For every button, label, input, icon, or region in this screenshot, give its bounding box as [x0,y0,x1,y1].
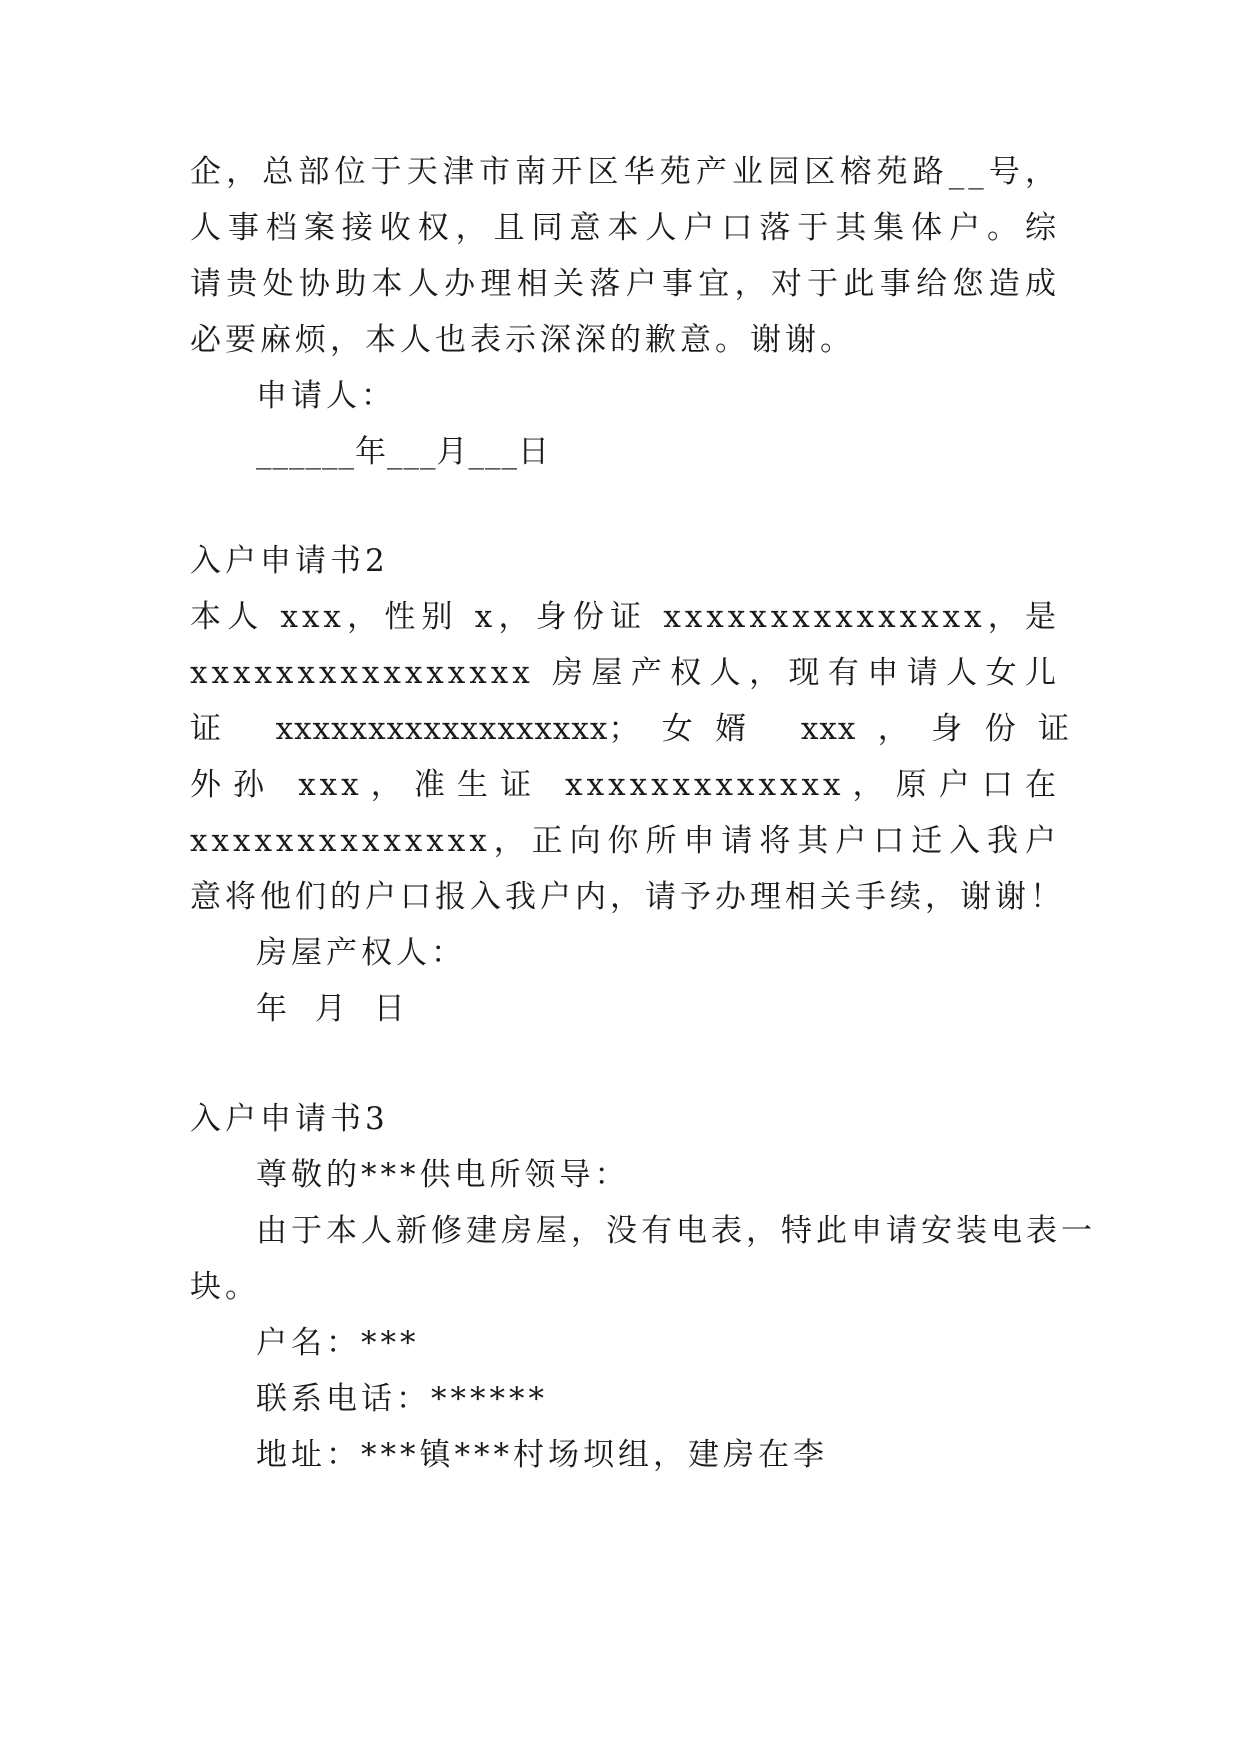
date-line: 年 月 日 [256,991,409,1027]
paragraph-line: 由于本人新修建房屋，没有电表，特此申请安装电表一 [256,1213,1096,1249]
paragraph-line: xxxxxxxxxxxxxxxx 房屋产权人，现有申请人女儿 [190,655,1060,691]
paragraph-line: 必要麻烦，本人也表示深深的歉意。谢谢。 [190,322,855,358]
paragraph-line: xxxxxxxxxxxxxx，正向你所申请将其户口迁入我户 [190,823,1060,859]
paragraph-line: 块。 [190,1269,260,1305]
paragraph-line: 本人 xxx，性别 x，身份证 xxxxxxxxxxxxxxx，是 [190,599,1060,635]
account-name: 户名：*** [256,1325,420,1361]
paragraph-line: 外孙 xxx，准生证 xxxxxxxxxxxxx，原户口在 [190,767,1060,803]
paragraph-line: 人事档案接收权，且同意本人户口落于其集体户。综 [190,210,1060,246]
paragraph-line: 意将他们的户口报入我户内，请予办理相关手续，谢谢！ [190,879,1065,915]
owner-signature: 房屋产权人： [256,935,466,971]
salutation: 尊敬的***供电所领导： [256,1157,630,1193]
section-heading: 入户申请书2 [190,543,389,579]
date-line: ______年___月___日 [256,434,550,470]
address: 地址：***镇***村场坝组，建房在李 [256,1437,828,1473]
contact-phone: 联系电话：****** [256,1381,548,1417]
paragraph-line: 证 xxxxxxxxxxxxxxxxxx；女婿 xxx，身份证 [190,711,1070,747]
paragraph-line: 企，总部位于天津市南开区华苑产业园区榕苑路__号， [190,154,1060,190]
paragraph-line: 请贵处协助本人办理相关落户事宜，对于此事给您造成 [190,266,1060,302]
applicant-signature: 申请人： [256,378,396,414]
section-heading: 入户申请书3 [190,1101,389,1137]
